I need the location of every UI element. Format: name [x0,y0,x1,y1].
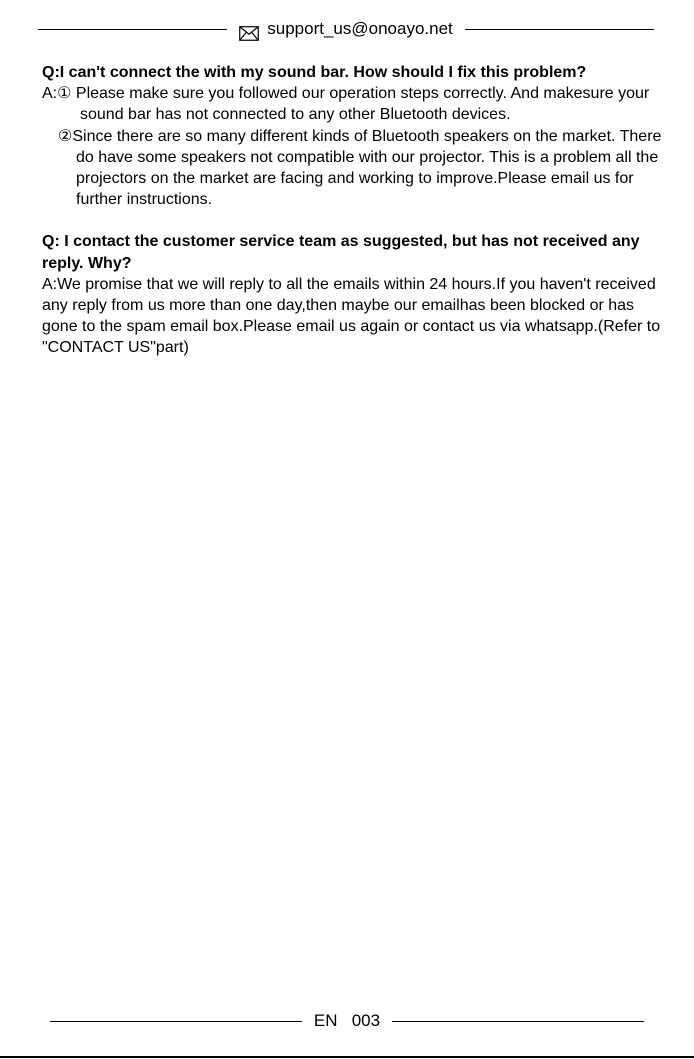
page-bottom-border [0,1056,694,1058]
mail-icon [239,23,259,38]
faq-answer-2: A:We promise that we will reply to all the emails within 24 hours.If you haven't received any reply from us more than one day,then maybe our emailhas been blocked or has gone to the spam email box.Please email us again or contact us via whatsapp.(Refer to "CONTACT US"part) [42,275,661,357]
contact-email[interactable]: support_us@onoayo.net [267,19,453,38]
footer-rule-left [50,1021,302,1022]
header-rule-right [465,29,654,30]
footer-rule-right [392,1021,644,1022]
faq-answer-1-part-1: A:① Please make sure you followed our operation steps correctly. And makesure your sound bar has not connected to any other Bluetooth devices. [42,85,650,124]
faq-question-2: Q: I contact the customer service team as suggested, but has not received any reply. Why? [42,233,640,272]
header-rule-left [38,29,227,30]
faq-content [42,62,662,359]
page-number: EN 003 [313,1011,381,1030]
contact-email-line [227,16,465,42]
page-footer [50,1009,644,1033]
faq-spacer [42,210,662,231]
faq-question-1: Q:I can't connect the with my sound bar. How should I fix this problem? [42,64,587,81]
page-header [38,16,654,42]
faq-answer-1-part-2: ②Since there are so many different kinds of Bluetooth speakers on the market. There do have some speakers not compatible with our projector. This is a problem all the projectors on the market are facing and working to improve.Please email us for further instructions. [58,127,662,209]
